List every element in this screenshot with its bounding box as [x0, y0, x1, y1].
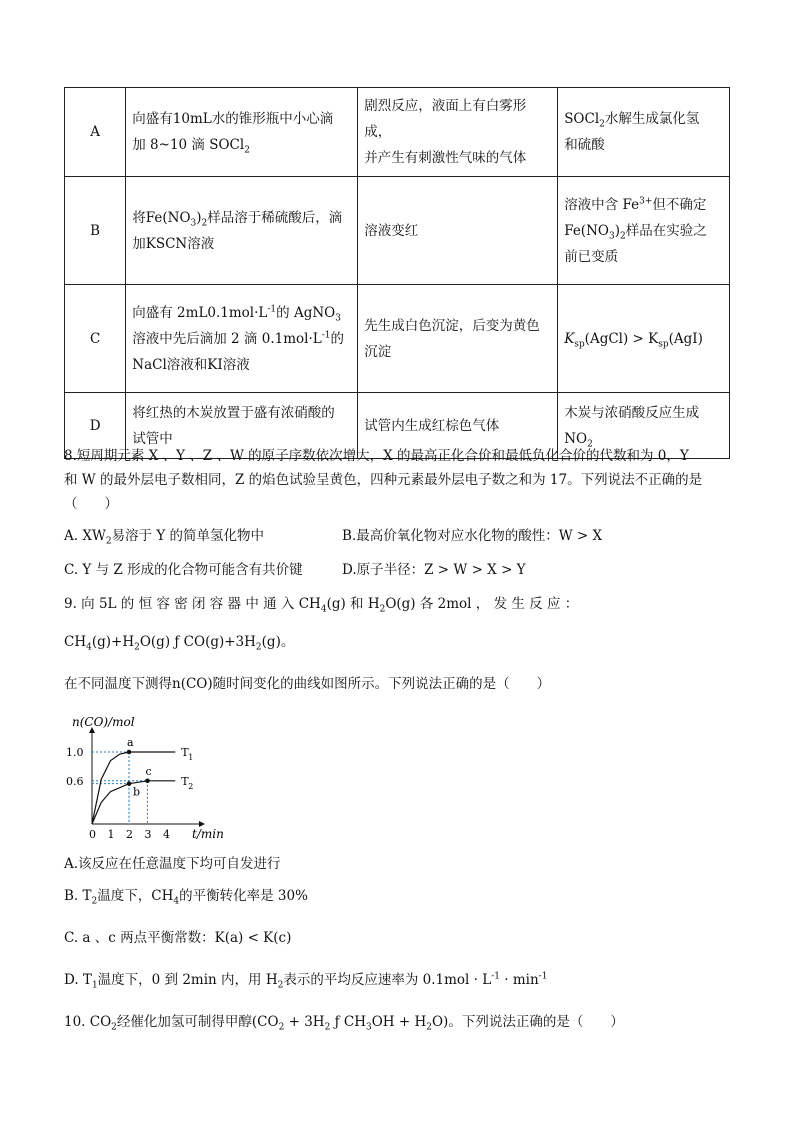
- operation-cell: 向盛有 $2mL0.1mol\cdot L^{-1}$的 AgNO$_3$ 溶液中先后滴加 2 滴 $0.1mol\cdot L^{-1}$的 NaCl溶液和KI溶液: [126, 285, 358, 393]
- q9-option-d: D. $T_1$温度下，0 到 2min 内，用 $H_2$表示的平均反应速率为 $0.1mol \cdot L^{-1} \cdot \min^{-1}$: [64, 971, 548, 991]
- q8-line1: 8.短周期元素 X 、Y 、Z 、W 的原子序数依次增大，X 的最高正化合价和最低负化合价的代数和为 0，Y: [64, 448, 689, 464]
- q8-option-a: A. $XW_2$易溶于 Y 的简单氢化物中: [64, 528, 265, 547]
- row-label: B: [65, 177, 126, 285]
- q9-option-a: A.该反应在任意温度下均可自发进行: [64, 856, 281, 872]
- x-tick-label: 0: [89, 828, 96, 841]
- series-label-t1: T: [181, 746, 189, 759]
- table-row: [65, 285, 730, 393]
- q8-option-d: D.原子半径：Z > W > X > Y: [342, 562, 526, 578]
- point-b: [127, 781, 132, 786]
- series-label-sub: 2: [188, 781, 194, 791]
- operation-cell: 将$Fe(NO_3)_2$样品溶于稀硫酸后，滴 加KSCN溶液: [126, 177, 358, 285]
- row-label: C: [65, 285, 126, 393]
- q9-option-b: B. $T_2$温度下，$CH_4$的平衡转化率是 30%: [64, 888, 308, 907]
- operation-cell: 向盛有10mL水的锥形瓶中小心滴 加 8~10 滴 SOCl$_2$: [126, 88, 358, 177]
- x-tick-label: 3: [144, 828, 152, 841]
- conclusion-cell: $K_{sp}(AgCl) > K_{sp}(AgI)$: [558, 285, 730, 393]
- q9-line3: 在不同温度下测得n(CO)随时间变化的曲线如图所示。下列说法正确的是（ ）: [64, 676, 551, 692]
- q10-line1: 10. $CO_2$经催化加氢可制得甲醇($CO_2 + 3H_2$ ƒ $CH_3OH + H_2O$)。下列说法正确的是（ ）: [64, 1014, 624, 1033]
- y-tick-label: 0.6: [66, 774, 84, 788]
- phenomenon-cell: 剧烈反应，液面上有白雾形成， 并产生有刺激性气味的气体: [358, 88, 558, 177]
- row-label: A: [65, 88, 126, 177]
- x-tick-label: 2: [126, 828, 133, 841]
- point-label-c: c: [145, 764, 152, 778]
- phenomenon-cell: 溶液变红: [358, 177, 558, 285]
- chart-svg: [62, 714, 232, 844]
- point-a: [127, 750, 132, 755]
- phenomenon-cell: 试管内生成红棕色气体: [358, 393, 558, 459]
- q8-line2: 和 W 的最外层电子数相同，Z 的焰色试验呈黄色，四种元素最外层电子数之和为 17。下列说法不正确的是: [64, 472, 703, 488]
- q9-line1: 9. 向 5L 的 恒 容 密 闭 容 器 中 通 入 $CH_4(g)$ 和 $H_2O(g)$ 各 2mol ， 发 生 反 应 ：: [64, 596, 579, 615]
- conclusion-cell: SOCl$_2$水解生成氯化氢 和硫酸: [558, 88, 730, 177]
- q8-option-b: B.最高价氧化物对应水化物的酸性：W > X: [342, 528, 603, 544]
- point-label-a: a: [127, 736, 134, 749]
- q9-equation: $CH_4(g)+H_2O(g)$ ƒ $CO(g)+3H_2(g)$。: [64, 634, 295, 653]
- nco-time-graph: [62, 714, 232, 844]
- point-c: [145, 779, 150, 784]
- y-axis-label: n(CO)/mol: [72, 715, 135, 729]
- conclusion-cell: 木炭与浓硝酸反应生成 $NO_2$: [558, 393, 730, 459]
- q8-option-c: C. Y 与 Z 形成的化合物可能含有共价键: [64, 562, 303, 578]
- row-label: D: [65, 393, 126, 459]
- q8-line3: （ ）: [64, 496, 118, 512]
- table-row: [65, 177, 730, 285]
- x-tick-label: 4: [163, 828, 170, 841]
- x-axis-label: t/min: [192, 827, 224, 841]
- phenomenon-cell: 先生成白色沉淀，后变为黄色 沉淀: [358, 285, 558, 393]
- y-tick-label: 1.0: [66, 746, 84, 759]
- q9-option-c: C. a 、c 两点平衡常数：K(a) < K(c): [64, 930, 292, 946]
- experiment-table: [64, 87, 730, 459]
- x-tick-label: 1: [107, 828, 115, 841]
- operation-cell: 将红热的木炭放置于盛有浓硝酸的 试管中: [126, 393, 358, 459]
- series-label-t2: T: [181, 774, 189, 788]
- conclusion-cell: 溶液中含 $Fe^{3+}$但不确定 $Fe(NO_3)_2$样品在实验之 前已变质: [558, 177, 730, 285]
- series-label-sub: 1: [188, 753, 194, 762]
- table-row: [65, 88, 730, 177]
- point-label-b: b: [133, 785, 141, 799]
